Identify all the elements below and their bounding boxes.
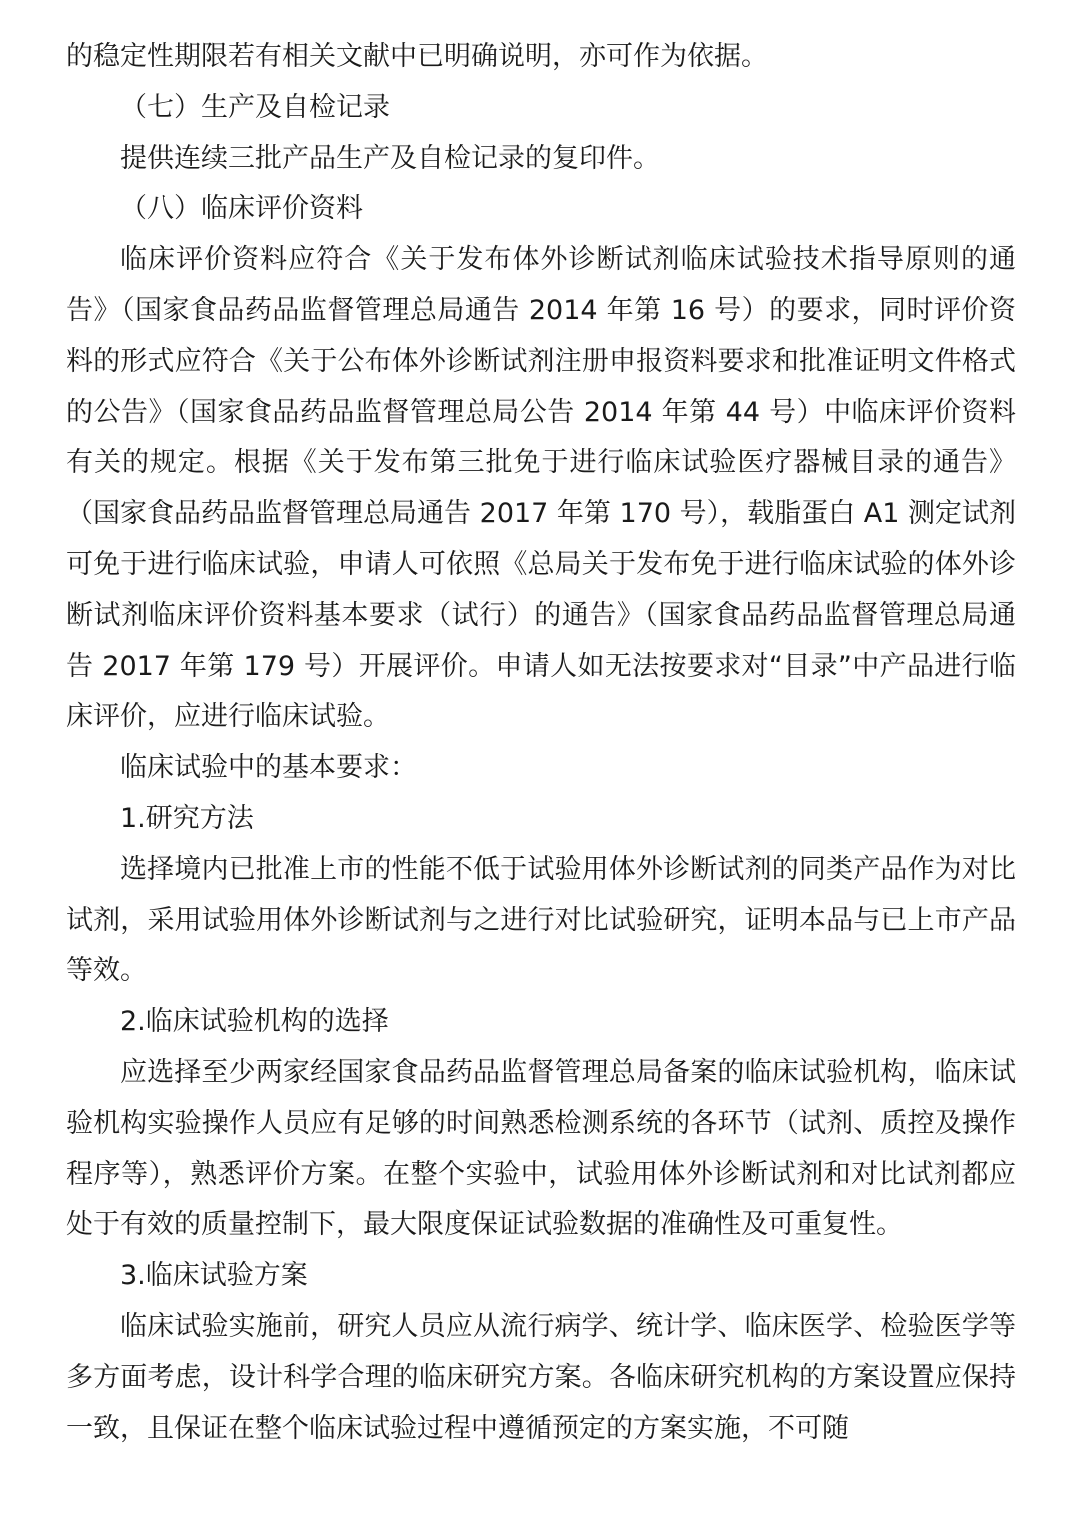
heading-section-8: （八）临床评价资料 xyxy=(120,193,363,225)
paragraph-trial-plan: 临床试验实施前，研究人员应从流行病学、统计学、临床医学、检验医学等多方面考虑，设计科学合理的临床研究方案。各临床研究机构的方案设置应保持一致，且保证在整个临床试验过程中遵循预定的方案实施，不可随 xyxy=(66,1310,1016,1444)
heading-institution-selection: 2.临床试验机构的选择 xyxy=(120,1006,389,1038)
heading-trial-plan: 3.临床试验方案 xyxy=(120,1260,308,1292)
paragraph-institution-selection: 应选择至少两家经国家食品药品监督管理总局备案的临床试验机构，临床试验机构实验操作人员应有足够的时间熟悉检测系统的各环节（试剂、质控及操作程序等），熟悉评价方案。在整个实验中，试验用体外诊断试剂和对比试剂都应处于有效的质量控制下，最大限度保证试验数据的准确性及可重复性。 xyxy=(66,1056,1016,1241)
paragraph-basic-requirements: 临床试验中的基本要求： xyxy=(120,752,417,784)
paragraph-research-method: 选择境内已批准上市的性能不低于试验用体外诊断试剂的同类产品作为对比试剂，采用试验用体外诊断试剂与之进行对比试验研究，证明本品与已上市产品等效。 xyxy=(66,853,1016,987)
heading-section-7: （七）生产及自检记录 xyxy=(120,91,390,123)
paragraph-production-records: 提供连续三批产品生产及自检记录的复印件。 xyxy=(120,142,660,174)
paragraph-clinical-evaluation: 临床评价资料应符合《关于发布体外诊断试剂临床试验技术指导原则的通告》（国家食品药品监督管理总局通告 2014 年第 16 号）的要求，同时评价资料的形式应符合《关于公布体外诊断试剂注册申报资料要求和批准证明文件格式的公告》（国家食品药品监督管理总局公告 2014 年第 44 号）中临床评价资料有关的规定。根据《关于发布第三批免于进行临床试验医疗器械目录的通告》（国家食品药品监督管理总局通告 2017 年第 170 号），载脂蛋白 A1 测定试剂可免于进行临床试验，申请人可依照《总局关于发布免于进行临床试验的体外诊断试剂临床评价资料基本要求（试行）的通告》（国家食品药品监督管理总局通告 2017 年第 179 号）开展评价。申请人如无法按要求对“目录”中产品进行临床评价，应进行临床试验。 xyxy=(66,244,1016,733)
heading-research-method: 1.研究方法 xyxy=(120,802,254,834)
document-page xyxy=(66,32,1016,1454)
paragraph-stability-continued: 的稳定性期限若有相关文献中已明确说明，亦可作为依据。 xyxy=(66,41,768,72)
